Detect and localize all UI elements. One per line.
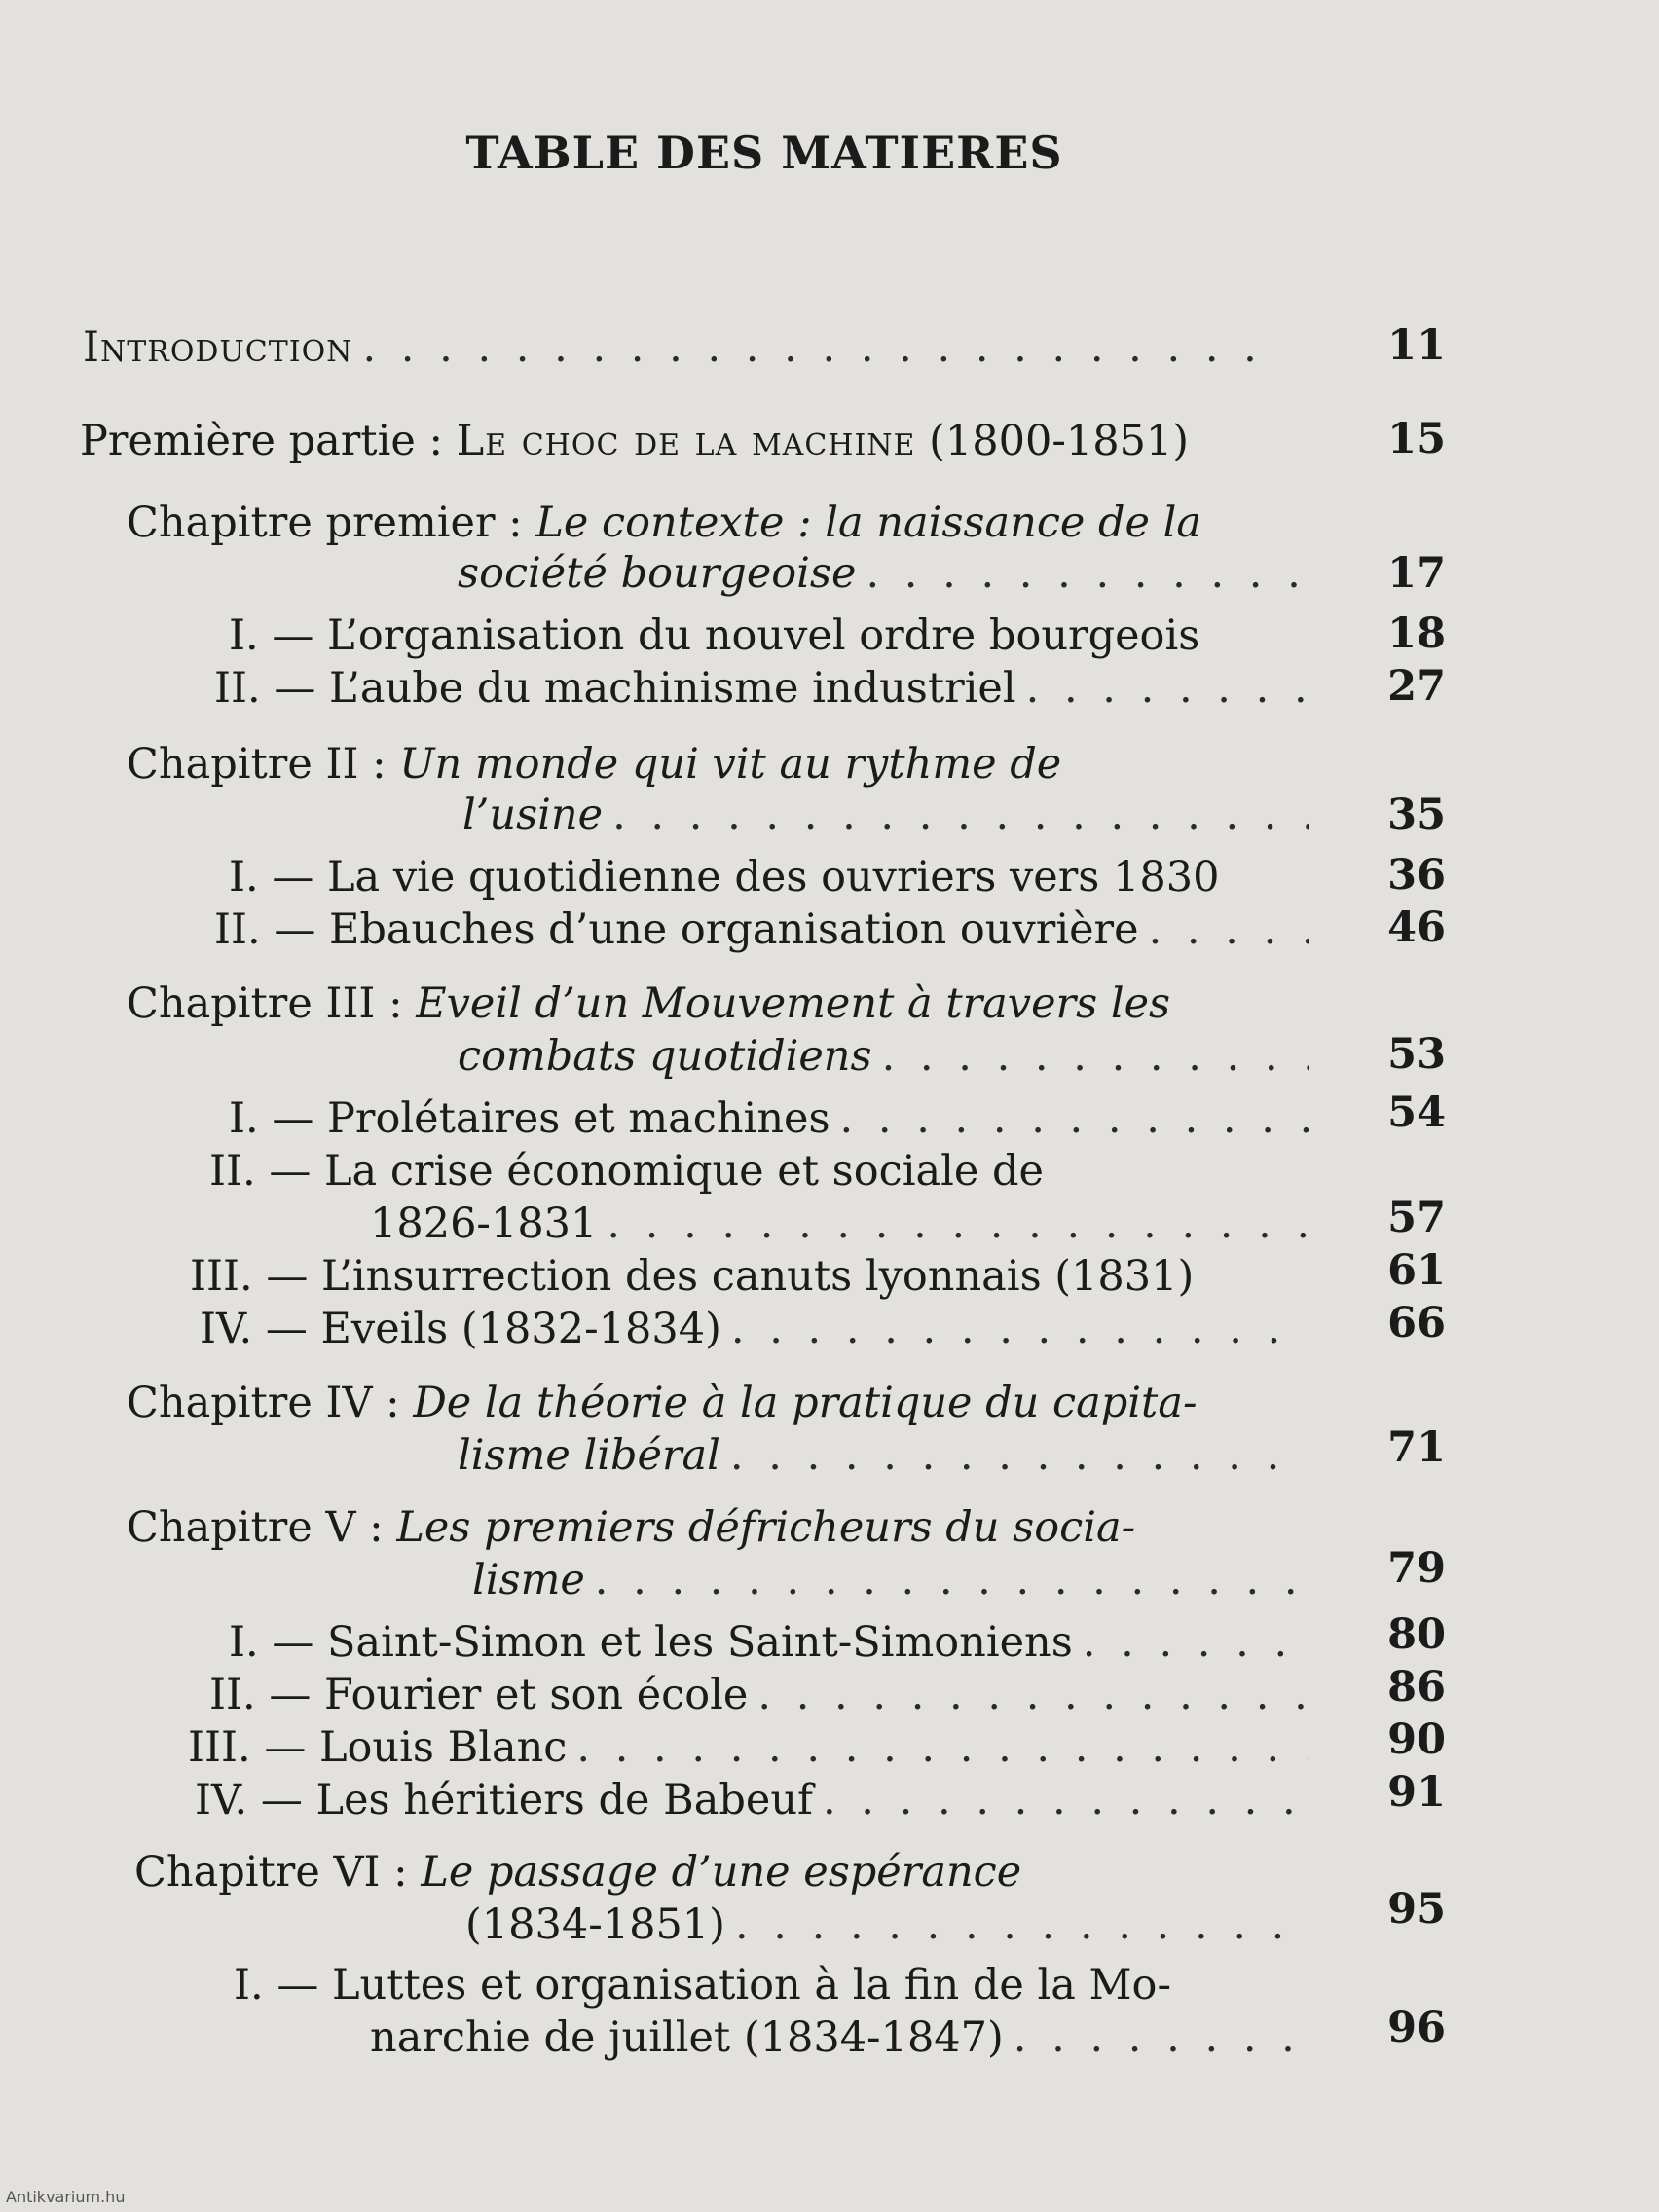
section-page: 36 [1387, 851, 1446, 900]
chapter-title: lisme libéral [458, 1431, 720, 1480]
chapter-title: Un monde qui vit au rythme de [399, 740, 1062, 789]
section-number: I. [234, 1961, 264, 2009]
section-title: narchie de juillet (1834-1847) [370, 2013, 1004, 2062]
chapter-4-heading [127, 1379, 1198, 1427]
chapter-1-page: 17 [1387, 549, 1446, 598]
leader-dots [757, 1671, 1309, 1719]
section-number: IV. [200, 1305, 253, 1353]
section-page: 66 [1387, 1299, 1446, 1347]
leader-dots [866, 549, 1309, 598]
chapter-4-page: 71 [1387, 1423, 1446, 1472]
chapter-label: Chapitre premier : [127, 498, 523, 547]
section-title: — Luttes et organisation à la fin de la Mo- [276, 1961, 1171, 2009]
part-heading [80, 417, 1189, 465]
section-page: 46 [1387, 903, 1446, 952]
section-number: II. [214, 905, 261, 954]
section-title: — L’aube du machinisme industriel [274, 664, 1016, 713]
chapter-title: (1834-1851) [465, 1900, 725, 1949]
chapter-title: Le passage d’une espérance [421, 1848, 1022, 1897]
section-number: I. [229, 1618, 259, 1667]
intro-label: Introduction [83, 323, 353, 372]
toc-entry [188, 1723, 1319, 1772]
chapter-6-page: 95 [1387, 1885, 1446, 1934]
chapter-2-title-cont [462, 791, 1319, 839]
chapter-6-title-cont [465, 1900, 1319, 1949]
part-name: Le choc de la machine [456, 417, 916, 465]
chapter-title: lisme [472, 1556, 585, 1604]
leader-dots [882, 1032, 1309, 1081]
section-number: I. [229, 611, 259, 660]
chapter-1-heading [127, 498, 1201, 547]
leader-dots [612, 791, 1309, 839]
toc-entry [229, 611, 1319, 660]
chapter-title: Le contexte : la naissance de la [535, 498, 1202, 547]
section-title: — Eveils (1832-1834) [265, 1305, 721, 1353]
toc-entry [209, 1671, 1319, 1719]
chapter-label: Chapitre IV : [127, 1379, 400, 1427]
section-number: III. [188, 1723, 251, 1772]
section-page: 57 [1387, 1194, 1446, 1242]
chapter-3-heading [127, 979, 1170, 1028]
toc-entry [214, 664, 1319, 713]
section-page: 80 [1387, 1610, 1446, 1659]
section-title: — Louis Blanc [264, 1723, 568, 1772]
chapter-5-page: 79 [1387, 1544, 1446, 1593]
section-title: — La vie quotidienne des ouvriers vers 1830 [272, 853, 1220, 902]
chapter-title: société bourgeoise [458, 549, 857, 598]
chapter-4-title-cont [458, 1431, 1319, 1480]
section-title: — Fourier et son école [269, 1671, 749, 1719]
leader-dots [1149, 905, 1309, 954]
section-number: II. [209, 1671, 256, 1719]
section-number: I. [229, 1094, 259, 1143]
section-page: 18 [1387, 609, 1446, 658]
leader-dots [735, 1900, 1309, 1949]
intro-page: 11 [1387, 321, 1446, 370]
section-title: 1826-1831 [370, 1199, 598, 1248]
leader-dots [1026, 664, 1309, 713]
section-number: II. [214, 664, 261, 713]
leader-dots [840, 1094, 1309, 1143]
chapter-label: Chapitre III : [127, 979, 403, 1028]
chapter-label: Chapitre VI : [134, 1848, 408, 1897]
watermark: Antikvarium.hu [6, 2188, 126, 2206]
section-title: — L’organisation du nouvel ordre bourgeois [272, 611, 1200, 660]
part-prefix: Première partie : [80, 417, 443, 465]
toc-entry [229, 1618, 1319, 1667]
toc-entry-cont [370, 2013, 1319, 2062]
page-title: TABLE DES MATIERES [465, 127, 1063, 179]
section-title: — La crise économique et sociale de [269, 1147, 1044, 1196]
chapter-5-title-cont [472, 1556, 1319, 1604]
section-number: IV. [195, 1776, 248, 1825]
section-page: 27 [1387, 662, 1446, 711]
section-title: — Prolétaires et machines [272, 1094, 830, 1143]
section-title: — L’insurrection des canuts lyonnais (1831) [266, 1252, 1195, 1301]
toc-entry [195, 1776, 1319, 1825]
chapter-label: Chapitre V : [127, 1503, 384, 1552]
toc-entry [209, 1147, 1319, 1196]
leader-dots [1014, 2013, 1309, 2062]
section-page: 54 [1387, 1088, 1446, 1137]
section-number: II. [209, 1147, 256, 1196]
chapter-label: Chapitre II : [127, 740, 387, 789]
part-years: (1800-1851) [929, 417, 1190, 465]
leader-dots [1083, 1618, 1309, 1667]
section-page: 86 [1387, 1663, 1446, 1712]
section-title: — Les héritiers de Babeuf [260, 1776, 813, 1825]
section-page: 96 [1387, 2004, 1446, 2052]
section-number: I. [229, 853, 259, 902]
toc-entry [229, 853, 1319, 902]
leader-dots [362, 323, 1271, 372]
toc-entry [190, 1252, 1319, 1301]
chapter-title: combats quotidiens [458, 1032, 872, 1081]
chapter-6-heading [134, 1848, 1021, 1897]
section-page: 91 [1387, 1768, 1446, 1817]
toc-entry-cont [370, 1199, 1319, 1248]
chapter-3-page: 53 [1387, 1030, 1446, 1079]
chapter-2-heading [127, 740, 1061, 789]
toc-entry [229, 1094, 1319, 1143]
leader-dots [731, 1305, 1309, 1353]
chapter-title: Les premiers défricheurs du socia- [396, 1503, 1136, 1552]
leader-dots [607, 1199, 1309, 1248]
section-page: 90 [1387, 1715, 1446, 1764]
toc-entry [234, 1961, 1319, 2009]
section-number: III. [190, 1252, 253, 1301]
leader-dots [823, 1776, 1309, 1825]
chapter-title: De la théorie à la pratique du capita- [413, 1379, 1198, 1427]
leader-dots [730, 1431, 1309, 1480]
chapter-3-title-cont [458, 1032, 1319, 1081]
chapter-2-page: 35 [1387, 791, 1446, 839]
section-title: — Ebauches d’une organisation ouvrière [274, 905, 1139, 954]
chapter-1-title-cont [458, 549, 1319, 598]
toc-entry [214, 905, 1319, 954]
toc-intro [83, 323, 1280, 372]
section-page: 61 [1387, 1246, 1446, 1295]
leader-dots [595, 1556, 1309, 1604]
chapter-5-heading [127, 1503, 1135, 1552]
section-title: — Saint-Simon et les Saint-Simoniens [272, 1618, 1073, 1667]
part-page: 15 [1387, 415, 1446, 463]
chapter-title: Eveil d’un Mouvement à travers les [416, 979, 1171, 1028]
leader-dots [576, 1723, 1309, 1772]
toc-entry [200, 1305, 1319, 1353]
chapter-title: l’usine [462, 791, 604, 839]
